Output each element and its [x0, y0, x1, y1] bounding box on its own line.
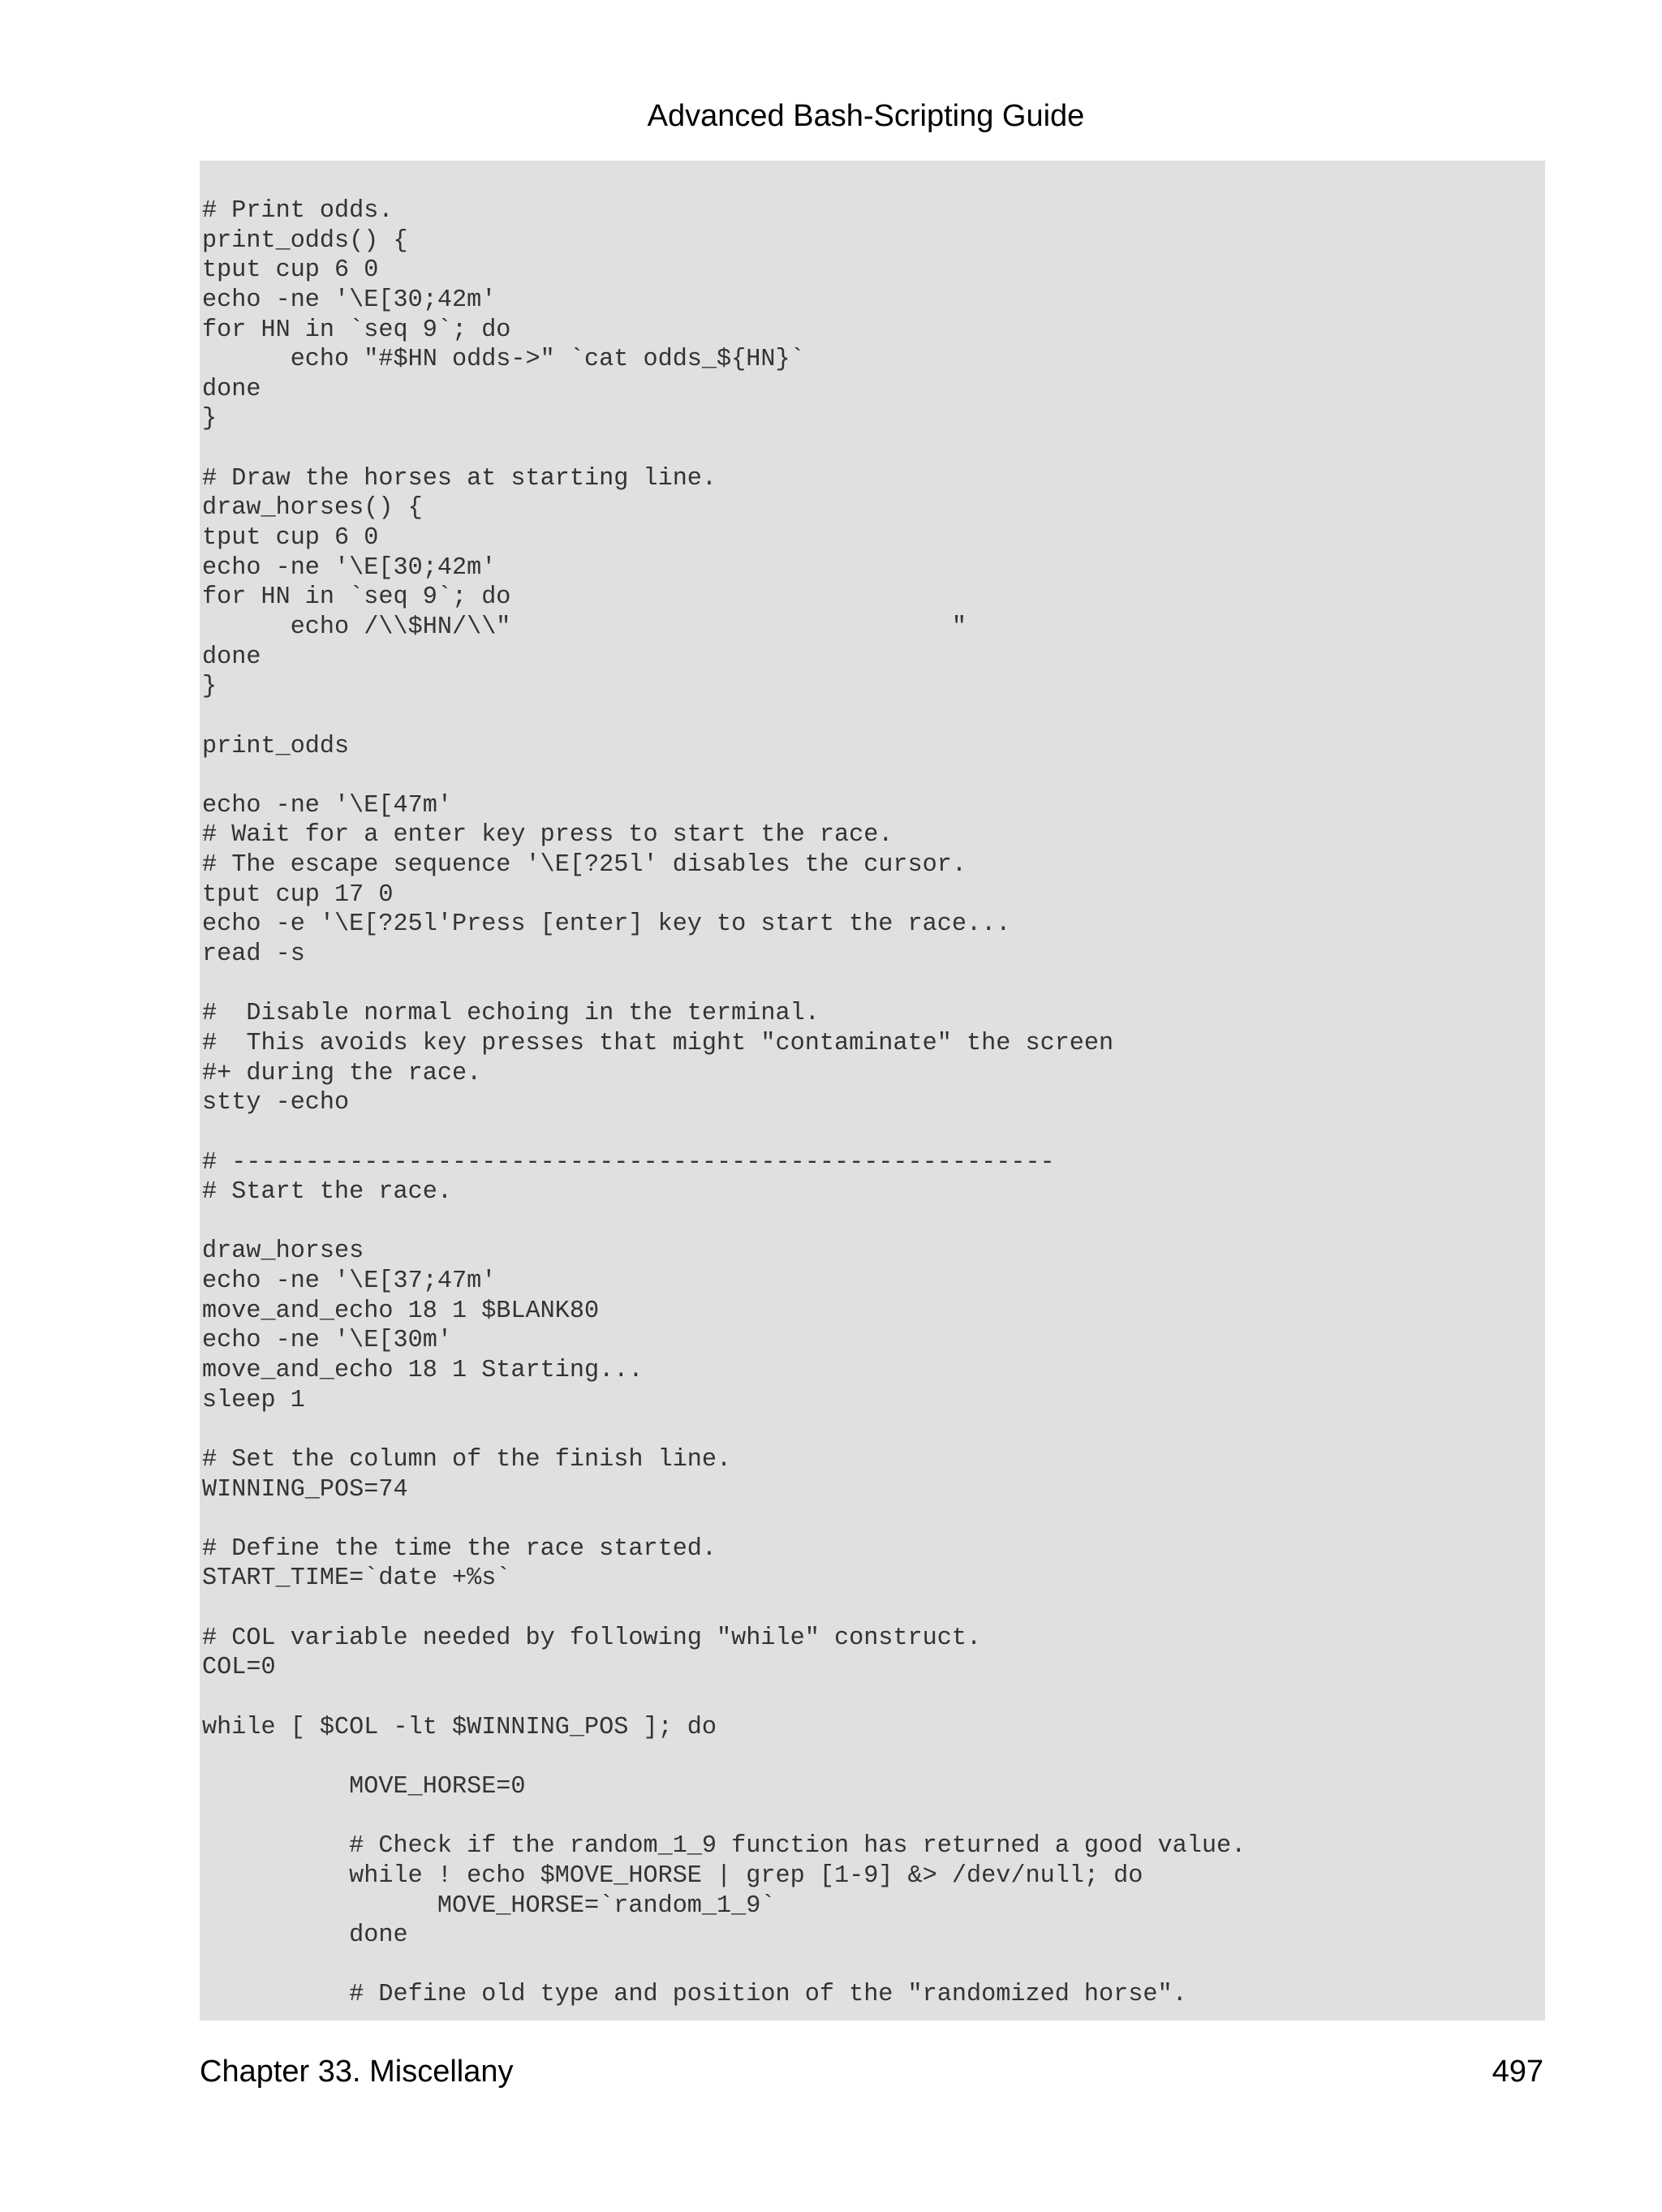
code-line: # COL variable needed by following "while" construct. [202, 1624, 982, 1652]
code-line: stty -echo [202, 1089, 350, 1117]
code-line [202, 1683, 1545, 1713]
code-line: MOVE_HORSE=0 [202, 1772, 526, 1801]
code-line: # Disable normal echoing in the terminal. [202, 1000, 820, 1028]
code-line [202, 1207, 1545, 1237]
code-line: # Print odds. [202, 197, 394, 225]
code-line: echo -ne '\E[37;47m' [202, 1267, 497, 1296]
code-line: echo -ne '\E[30;42m' [202, 286, 497, 314]
code-line [202, 434, 1545, 464]
code-line: START_TIME=`date +%s` [202, 1564, 511, 1593]
code-line: while ! echo $MOVE_HORSE | grep [1-9] &> /dev/null; do [202, 1861, 1143, 1890]
code-line [202, 970, 1545, 1000]
code-line: # -------------------------------------------------------- [202, 1148, 1055, 1177]
code-line: echo -ne '\E[30m' [202, 1327, 452, 1355]
code-listing [200, 161, 1545, 2020]
code-line: echo /\\$HN/\\" " [202, 613, 967, 641]
code-line [202, 702, 1545, 732]
code-line: sleep 1 [202, 1386, 305, 1414]
code-line: # Define old type and position of the "randomized horse". [202, 1981, 1187, 2009]
code-line: for HN in `seq 9`; do [202, 583, 511, 612]
code-line [202, 1742, 1545, 1772]
footer-chapter-title: Chapter 33. Miscellany [200, 2055, 514, 2089]
code-line: # The escape sequence '\E[?25l' disables the cursor. [202, 851, 967, 880]
code-line: # Check if the random_1_9 function has returned a good value. [202, 1832, 1246, 1861]
code-line: while [ $COL -lt $WINNING_POS ]; do [202, 1713, 717, 1741]
code-line: draw_horses [202, 1237, 364, 1266]
code-line: # Wait for a enter key press to start the race. [202, 821, 893, 850]
code-line: draw_horses() { [202, 494, 423, 523]
code-line: tput cup 6 0 [202, 524, 379, 553]
code-line [202, 1118, 1545, 1148]
code-line [202, 1504, 1545, 1534]
code-line: # This avoids key presses that might "contaminate" the screen [202, 1029, 1114, 1057]
code-line: } [202, 673, 217, 701]
code-line: print_odds [202, 732, 350, 760]
code-line: echo "#$HN odds->" `cat odds_${HN}` [202, 346, 805, 374]
code-line: echo -e '\E[?25l'Press [enter] key to start the race... [202, 910, 1011, 939]
code-line: WINNING_POS=74 [202, 1475, 408, 1504]
code-line: done [202, 375, 261, 403]
code-line: #+ during the race. [202, 1059, 482, 1087]
code-line: done [202, 1922, 408, 1950]
code-line: tput cup 6 0 [202, 256, 379, 285]
code-line: # Start the race. [202, 1178, 452, 1207]
code-line [202, 1802, 1545, 1832]
code-line: move_and_echo 18 1 $BLANK80 [202, 1297, 600, 1325]
code-line: } [202, 405, 217, 433]
code-line: # Draw the horses at starting line. [202, 464, 717, 493]
code-line: echo -ne '\E[47m' [202, 791, 452, 820]
code-line: echo -ne '\E[30;42m' [202, 553, 497, 582]
code-line [202, 1594, 1545, 1624]
footer-page-number: 497 [1492, 2055, 1544, 2089]
page-header-title: Advanced Bash-Scripting Guide [647, 99, 1085, 133]
code-line: tput cup 17 0 [202, 880, 394, 909]
code-line [202, 1415, 1545, 1445]
code-line: done [202, 643, 261, 671]
code-line: print_odds() { [202, 226, 408, 255]
code-line [202, 1951, 1545, 1981]
code-line [202, 761, 1545, 791]
code-line: for HN in `seq 9`; do [202, 316, 511, 344]
code-line: move_and_echo 18 1 Starting... [202, 1356, 644, 1384]
code-line: # Define the time the race started. [202, 1534, 717, 1563]
code-line: COL=0 [202, 1654, 276, 1682]
code-line: # Set the column of the finish line. [202, 1445, 732, 1474]
code-line: read -s [202, 940, 305, 969]
code-line: MOVE_HORSE=`random_1_9` [202, 1891, 776, 1920]
